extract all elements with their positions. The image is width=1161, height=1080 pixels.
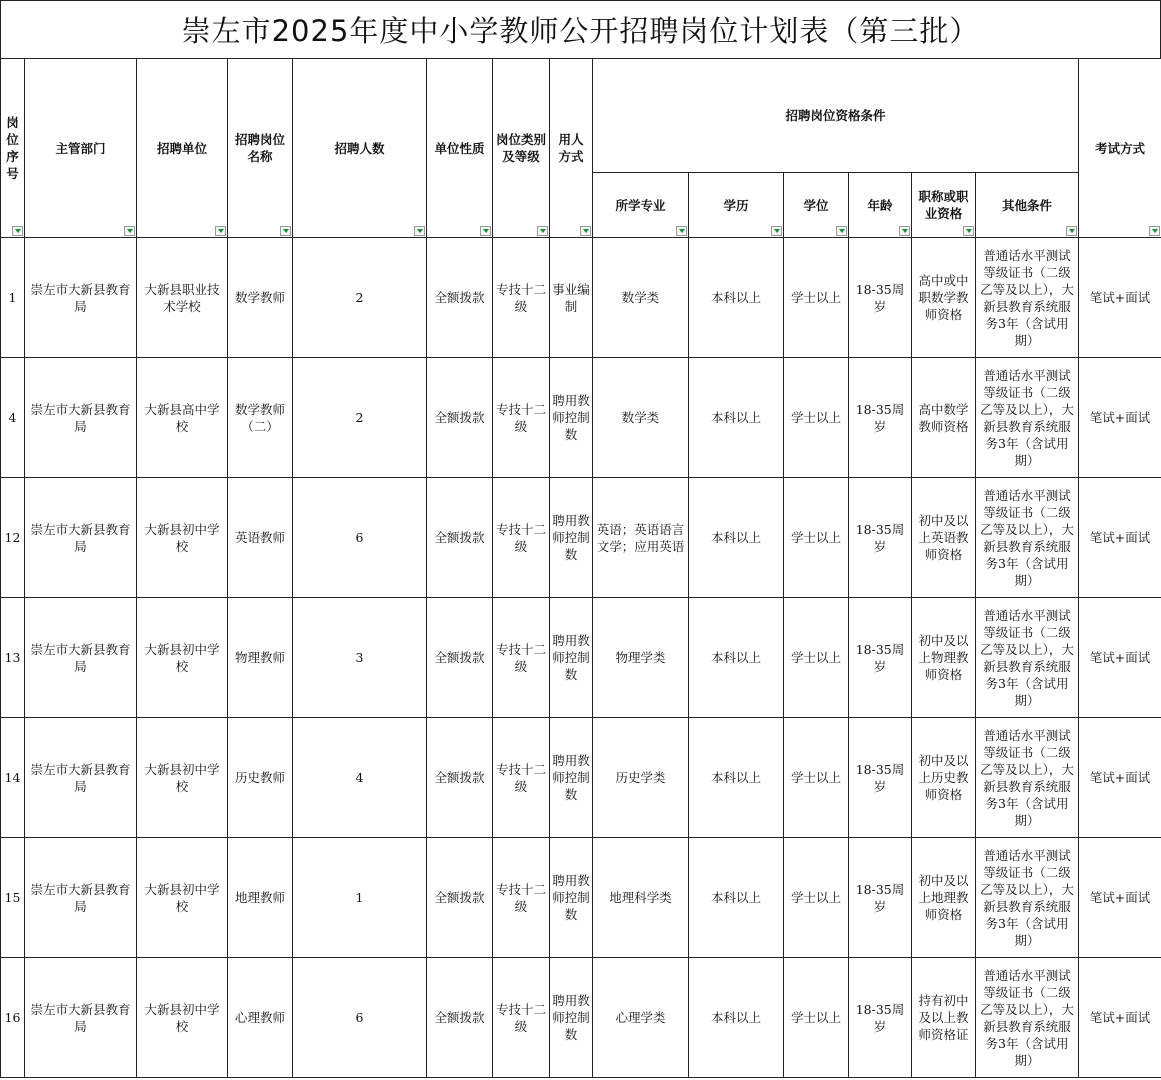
header-unit: 招聘单位 — [137, 59, 228, 238]
cell-count[interactable]: 2 — [293, 358, 427, 478]
cell-unit[interactable]: 大新县初中学校 — [137, 478, 228, 598]
filter-dropdown-icon[interactable] — [215, 226, 226, 236]
cell-grade[interactable]: 专技十二级 — [493, 958, 550, 1078]
cell-other[interactable]: 普通话水平测试等级证书（二级乙等及以上），大新县教育系统服务3年（含试用期） — [976, 478, 1079, 598]
cell-unit[interactable]: 大新县初中学校 — [137, 958, 228, 1078]
cell-grade[interactable]: 专技十二级 — [493, 358, 550, 478]
cell-edu[interactable]: 本科以上 — [689, 838, 784, 958]
cell-seq[interactable]: 16 — [1, 958, 25, 1078]
filter-dropdown-icon[interactable] — [1149, 226, 1160, 236]
cell-age[interactable]: 18-35周岁 — [849, 598, 912, 718]
filter-dropdown-icon[interactable] — [771, 226, 782, 236]
cell-unit[interactable]: 大新县初中学校 — [137, 718, 228, 838]
cell-count[interactable]: 6 — [293, 958, 427, 1078]
cell-major[interactable]: 数学类 — [593, 238, 689, 358]
filter-dropdown-icon[interactable] — [12, 226, 23, 236]
cell-grade[interactable]: 专技十二级 — [493, 238, 550, 358]
cell-degree[interactable]: 学士以上 — [784, 358, 849, 478]
cell-post[interactable]: 物理教师 — [228, 598, 293, 718]
cell-nature[interactable]: 全额拨款 — [427, 958, 493, 1078]
cell-post[interactable]: 数学教师 — [228, 238, 293, 358]
filter-dropdown-icon[interactable] — [480, 226, 491, 236]
table-row — [1, 838, 1161, 958]
header-major: 所学专业 — [593, 173, 689, 238]
header-grade: 岗位类别及等级 — [493, 59, 550, 238]
cell-post[interactable]: 数学教师（二） — [228, 358, 293, 478]
cell-dept[interactable]: 崇左市大新县教育局 — [25, 358, 137, 478]
cell-other[interactable]: 普通话水平测试等级证书（二级乙等及以上），大新县教育系统服务3年（含试用期） — [976, 718, 1079, 838]
cell-post[interactable]: 心理教师 — [228, 958, 293, 1078]
cell-mode[interactable]: 事业编制 — [550, 238, 593, 358]
recruitment-table — [0, 58, 1161, 1078]
cell-nature[interactable]: 全额拨款 — [427, 598, 493, 718]
cell-exam[interactable]: 笔试+面试 — [1079, 838, 1161, 958]
cell-dept[interactable]: 崇左市大新县教育局 — [25, 598, 137, 718]
cell-major[interactable]: 地理科学类 — [593, 838, 689, 958]
cell-post[interactable]: 历史教师 — [228, 718, 293, 838]
cell-other[interactable]: 普通话水平测试等级证书（二级乙等及以上），大新县教育系统服务3年（含试用期） — [976, 838, 1079, 958]
cell-mode[interactable]: 聘用教师控制数 — [550, 358, 593, 478]
cell-exam[interactable]: 笔试+面试 — [1079, 718, 1161, 838]
header-degree: 学位 — [784, 173, 849, 238]
cell-post[interactable]: 地理教师 — [228, 838, 293, 958]
header-nature: 单位性质 — [427, 59, 493, 238]
header-edu: 学历 — [689, 173, 784, 238]
header-cert: 职称或职业资格 — [912, 173, 976, 238]
cell-degree[interactable]: 学士以上 — [784, 838, 849, 958]
header-exam: 考试方式 — [1079, 59, 1161, 238]
cell-unit[interactable]: 大新县职业技术学校 — [137, 238, 228, 358]
cell-cert[interactable]: 初中及以上历史教师资格 — [912, 718, 976, 838]
cell-other[interactable]: 普通话水平测试等级证书（二级乙等及以上），大新县教育系统服务3年（含试用期） — [976, 958, 1079, 1078]
cell-exam[interactable]: 笔试+面试 — [1079, 598, 1161, 718]
cell-grade[interactable]: 专技十二级 — [493, 478, 550, 598]
header-qualifications: 招聘岗位资格条件 — [593, 59, 1079, 173]
cell-seq[interactable]: 1 — [1, 238, 25, 358]
cell-cert[interactable]: 持有初中及以上教师资格证 — [912, 958, 976, 1078]
filter-dropdown-icon[interactable] — [124, 226, 135, 236]
header-mode: 用人方式 — [550, 59, 593, 238]
cell-dept[interactable]: 崇左市大新县教育局 — [25, 958, 137, 1078]
cell-exam[interactable]: 笔试+面试 — [1079, 238, 1161, 358]
header-post: 招聘岗位名称 — [228, 59, 293, 238]
cell-nature[interactable]: 全额拨款 — [427, 358, 493, 478]
cell-dept[interactable]: 崇左市大新县教育局 — [25, 718, 137, 838]
cell-dept[interactable]: 崇左市大新县教育局 — [25, 478, 137, 598]
cell-post[interactable]: 英语教师 — [228, 478, 293, 598]
cell-grade[interactable]: 专技十二级 — [493, 838, 550, 958]
cell-nature[interactable]: 全额拨款 — [427, 478, 493, 598]
header-count: 招聘人数 — [293, 59, 427, 238]
cell-degree[interactable]: 学士以上 — [784, 598, 849, 718]
cell-mode[interactable]: 聘用教师控制数 — [550, 958, 593, 1078]
cell-cert[interactable]: 高中或中职数学教师资格 — [912, 238, 976, 358]
cell-seq[interactable]: 14 — [1, 718, 25, 838]
page-title: 崇左市2025年度中小学教师公开招聘岗位计划表（第三批） — [0, 0, 1161, 58]
cell-count[interactable]: 3 — [293, 598, 427, 718]
filter-dropdown-icon[interactable] — [537, 226, 548, 236]
cell-major[interactable]: 心理学类 — [593, 958, 689, 1078]
header-age: 年龄 — [849, 173, 912, 238]
filter-dropdown-icon[interactable] — [1066, 226, 1077, 236]
cell-degree[interactable]: 学士以上 — [784, 718, 849, 838]
cell-degree[interactable]: 学士以上 — [784, 238, 849, 358]
cell-count[interactable]: 4 — [293, 718, 427, 838]
cell-degree[interactable]: 学士以上 — [784, 958, 849, 1078]
cell-age[interactable]: 18-35周岁 — [849, 958, 912, 1078]
table-row — [1, 958, 1161, 1078]
cell-other[interactable]: 普通话水平测试等级证书（二级乙等及以上），大新县教育系统服务3年（含试用期） — [976, 598, 1079, 718]
cell-age[interactable]: 18-35周岁 — [849, 358, 912, 478]
cell-seq[interactable]: 13 — [1, 598, 25, 718]
cell-major[interactable]: 数学类 — [593, 358, 689, 478]
cell-cert[interactable]: 初中及以上地理教师资格 — [912, 838, 976, 958]
cell-cert[interactable]: 初中及以上英语教师资格 — [912, 478, 976, 598]
cell-count[interactable]: 6 — [293, 478, 427, 598]
header-seq: 岗位序号 — [1, 59, 25, 238]
cell-exam[interactable]: 笔试+面试 — [1079, 478, 1161, 598]
cell-dept[interactable]: 崇左市大新县教育局 — [25, 838, 137, 958]
cell-unit[interactable]: 大新县初中学校 — [137, 598, 228, 718]
filter-dropdown-icon[interactable] — [580, 226, 591, 236]
table-row — [1, 718, 1161, 838]
cell-seq[interactable]: 12 — [1, 478, 25, 598]
cell-seq[interactable]: 15 — [1, 838, 25, 958]
cell-cert[interactable]: 初中及以上物理教师资格 — [912, 598, 976, 718]
table-row — [1, 478, 1161, 598]
cell-mode[interactable]: 聘用教师控制数 — [550, 838, 593, 958]
cell-exam[interactable]: 笔试+面试 — [1079, 958, 1161, 1078]
cell-edu[interactable]: 本科以上 — [689, 238, 784, 358]
cell-grade[interactable]: 专技十二级 — [493, 718, 550, 838]
cell-age[interactable]: 18-35周岁 — [849, 718, 912, 838]
cell-count[interactable]: 2 — [293, 238, 427, 358]
header-other: 其他条件 — [976, 173, 1079, 238]
cell-unit[interactable]: 大新县初中学校 — [137, 838, 228, 958]
table-row — [1, 358, 1161, 478]
cell-other[interactable]: 普通话水平测试等级证书（二级乙等及以上），大新县教育系统服务3年（含试用期） — [976, 358, 1079, 478]
header-dept: 主管部门 — [25, 59, 137, 238]
cell-nature[interactable]: 全额拨款 — [427, 238, 493, 358]
table-row — [1, 598, 1161, 718]
filter-dropdown-icon[interactable] — [963, 226, 974, 236]
cell-grade[interactable]: 专技十二级 — [493, 598, 550, 718]
filter-dropdown-icon[interactable] — [899, 226, 910, 236]
cell-mode[interactable]: 聘用教师控制数 — [550, 718, 593, 838]
cell-age[interactable]: 18-35周岁 — [849, 238, 912, 358]
cell-degree[interactable]: 学士以上 — [784, 478, 849, 598]
cell-cert[interactable]: 高中数学教师资格 — [912, 358, 976, 478]
cell-edu[interactable]: 本科以上 — [689, 718, 784, 838]
cell-mode[interactable]: 聘用教师控制数 — [550, 598, 593, 718]
cell-age[interactable]: 18-35周岁 — [849, 478, 912, 598]
cell-major[interactable]: 物理学类 — [593, 598, 689, 718]
cell-nature[interactable]: 全额拨款 — [427, 838, 493, 958]
cell-count[interactable]: 1 — [293, 838, 427, 958]
cell-other[interactable]: 普通话水平测试等级证书（二级乙等及以上），大新县教育系统服务3年（含试用期） — [976, 238, 1079, 358]
filter-dropdown-icon[interactable] — [280, 226, 291, 236]
table-row — [1, 238, 1161, 358]
filter-dropdown-icon[interactable] — [414, 226, 425, 236]
cell-age[interactable]: 18-35周岁 — [849, 838, 912, 958]
cell-exam[interactable]: 笔试+面试 — [1079, 358, 1161, 478]
cell-major[interactable]: 英语；英语语言文学；应用英语 — [593, 478, 689, 598]
cell-major[interactable]: 历史学类 — [593, 718, 689, 838]
cell-unit[interactable]: 大新县高中学校 — [137, 358, 228, 478]
cell-mode[interactable]: 聘用教师控制数 — [550, 478, 593, 598]
filter-dropdown-icon[interactable] — [836, 226, 847, 236]
cell-seq[interactable]: 4 — [1, 358, 25, 478]
cell-nature[interactable]: 全额拨款 — [427, 718, 493, 838]
cell-edu[interactable]: 本科以上 — [689, 478, 784, 598]
filter-dropdown-icon[interactable] — [676, 226, 687, 236]
cell-edu[interactable]: 本科以上 — [689, 358, 784, 478]
cell-dept[interactable]: 崇左市大新县教育局 — [25, 238, 137, 358]
cell-edu[interactable]: 本科以上 — [689, 958, 784, 1078]
cell-edu[interactable]: 本科以上 — [689, 598, 784, 718]
